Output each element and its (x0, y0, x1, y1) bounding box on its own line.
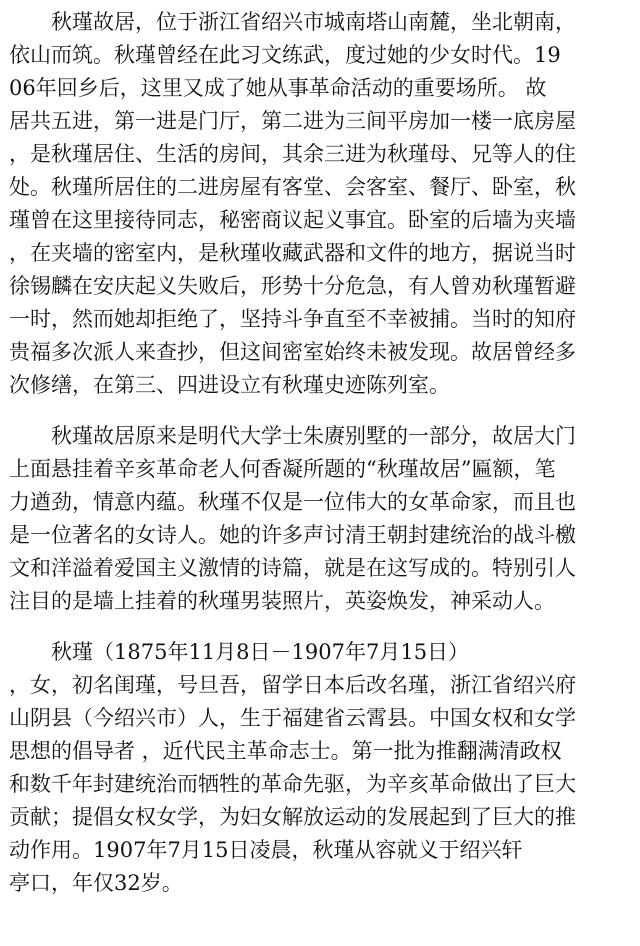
text-line: 处。秋瑾所居住的二进房屋有客堂、会客室、餐厅、卧室，秋 (9, 175, 576, 199)
paragraph-residence (9, 6, 635, 402)
paragraph-spacer (9, 618, 635, 636)
text-line: 秋瑾故居原来是明代大学士朱赓别墅的一部分，故居大门 (9, 424, 576, 448)
text-line: 贡献；提倡女权女学，为妇女解放运动的发展起到了巨大的推 (9, 805, 576, 829)
text-line: 06年回乡后，这里又成了她从事革命活动的重要场所。 故 (9, 76, 547, 100)
text-line: 居共五进，第一进是门厅，第二进为三间平房加一楼一底房屋 (9, 109, 576, 133)
text-line: 贵福多次派人来查抄，但这间密室始终未被发现。故居曾经多 (9, 340, 576, 364)
text-line: 和数千年封建统治而牺牲的革命先驱，为辛亥革命做出了巨大 (9, 772, 576, 796)
text-line: 思想的倡导者 ，近代民主革命志士。第一批为推翻满清政权 (9, 739, 562, 763)
text-line: 秋瑾故居，位于浙江省绍兴市城南塔山南麓，坐北朝南， (9, 10, 576, 34)
text-line: 是一位著名的女诗人。她的许多声讨清王朝封建统治的战斗檄 (9, 523, 576, 547)
text-line: 一时，然而她却拒绝了，坚持斗争直至不幸被捕。当时的知府 (9, 307, 576, 331)
text-line: 依山而筑。秋瑾曾经在此习文练武，度过她的少女时代。19 (9, 43, 561, 67)
paragraph-villa-history (9, 420, 635, 618)
paragraph-spacer (9, 402, 635, 420)
text-line: ，是秋瑾居住、生活的房间，其余三进为秋瑾母、兄等人的住 (9, 142, 576, 166)
text-line: 山阴县（今绍兴市）人，生于福建省云霄县。中国女权和女学 (9, 706, 576, 730)
text-line: 秋瑾（1875年11月8日－1907年7月15日） (9, 640, 470, 664)
document-body (9, 6, 635, 900)
text-line: 上面悬挂着辛亥革命老人何香凝所题的“秋瑾故居”匾额，笔 (9, 457, 556, 481)
text-line: 动作用。1907年7月15日凌晨，秋瑾从容就义于绍兴轩 (9, 838, 523, 862)
text-line: 亭口，年仅32岁。 (9, 871, 183, 895)
text-line: 徐锡麟在安庆起义失败后，形势十分危急，有人曾劝秋瑾暂避 (9, 274, 576, 298)
text-line: 文和洋溢着爱国主义激情的诗篇，就是在这写成的。特别引人 (9, 556, 576, 580)
text-line: 注目的是墙上挂着的秋瑾男装照片，英姿焕发，神采动人。 (9, 589, 555, 613)
text-line: 力遒劲，情意内蕴。秋瑾不仅是一位伟大的女革命家，而且也 (9, 490, 576, 514)
text-line: ，在夹墙的密室内，是秋瑾收藏武器和文件的地方，据说当时 (9, 241, 576, 265)
paragraph-biography (9, 636, 635, 900)
text-line: 次修缮，在第三、四进设立有秋瑾史迹陈列室。 (9, 373, 450, 397)
text-line: 瑾曾在这里接待同志，秘密商议起义事宜。卧室的后墙为夹墙 (9, 208, 576, 232)
text-line: ，女，初名闺瑾，号旦吾，留学日本后改名瑾，浙江省绍兴府 (9, 673, 576, 697)
